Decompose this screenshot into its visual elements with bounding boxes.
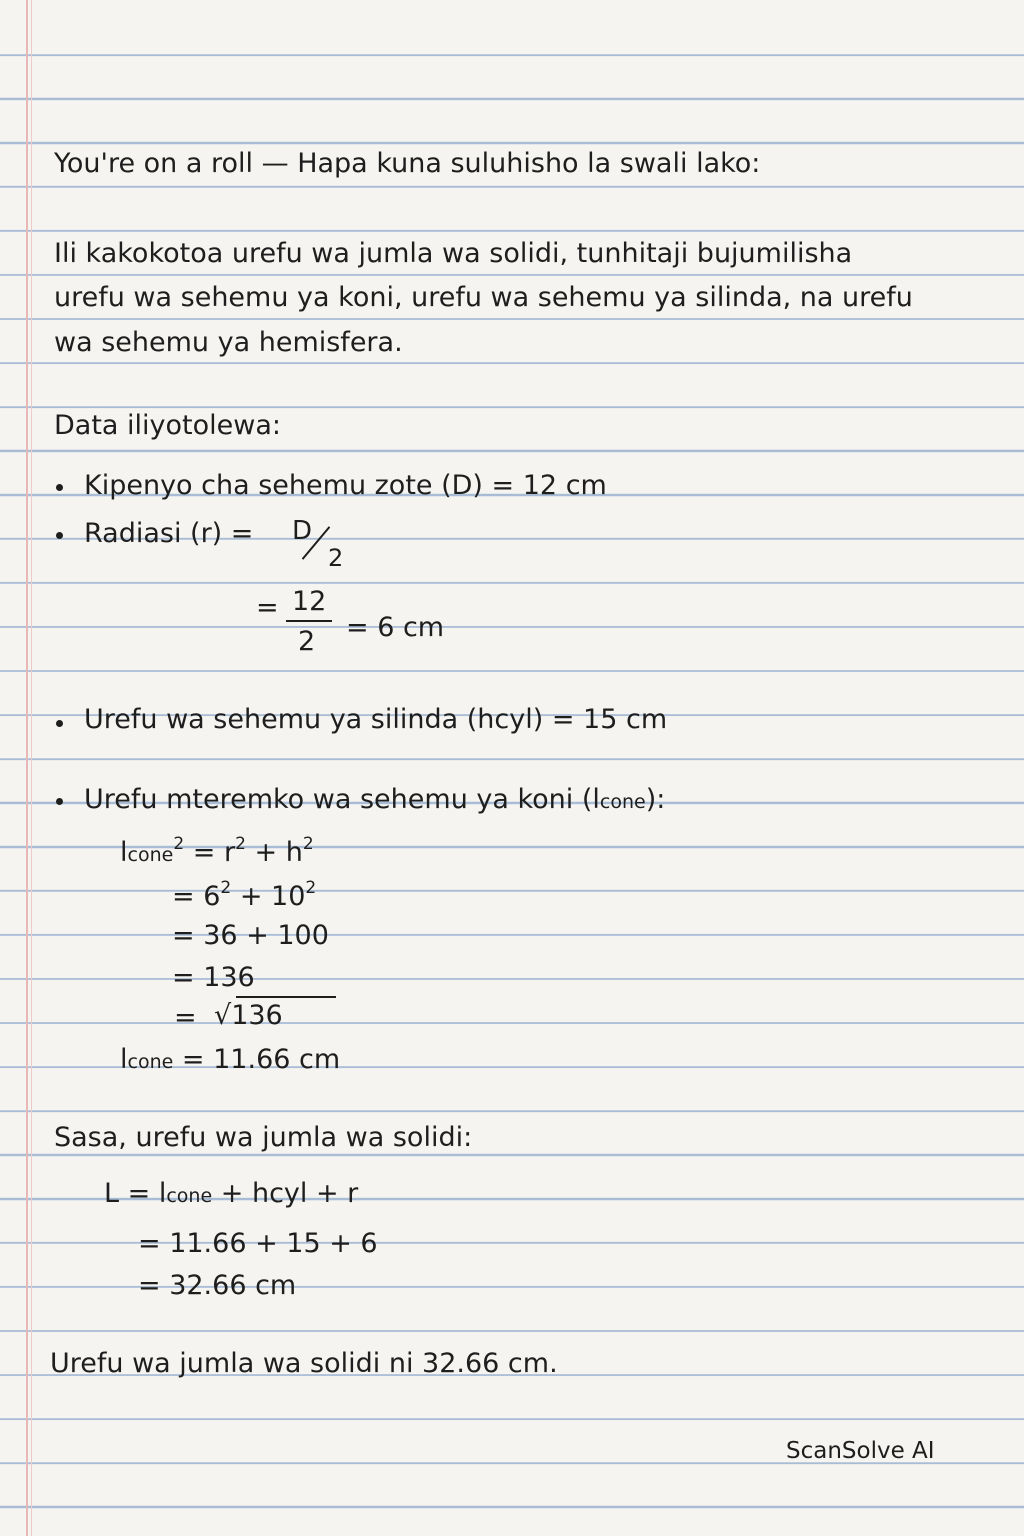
res-val: = 11.66 cm xyxy=(181,1044,341,1075)
radius-step-denominator: 2 xyxy=(298,626,316,657)
eq2-b: + 10 xyxy=(239,881,306,912)
paragraph-line-1: Ili kakokotoa urefu wa jumla wa solidi, tunhitaji bujumilisha xyxy=(54,238,853,269)
radius-step-result: = 6 cm xyxy=(346,612,445,643)
res-l: l xyxy=(120,1044,128,1075)
paragraph-line-3: wa sehemu ya hemisfera. xyxy=(54,327,403,358)
total-line-3: = 32.66 cm xyxy=(138,1270,297,1301)
total-l1-a: L = l xyxy=(104,1178,167,1209)
total-line-2: = 11.66 + 15 + 6 xyxy=(138,1228,378,1259)
margin-line xyxy=(26,0,28,1536)
res-sub: cone xyxy=(127,1051,174,1073)
bullet-cylinder xyxy=(56,720,63,727)
eq1-sup2: 2 xyxy=(235,834,246,854)
sqrt-vinculum xyxy=(236,996,336,998)
slant-line-suffix: ): xyxy=(645,784,666,815)
slant-result xyxy=(120,1046,340,1073)
radius-step-numerator: 12 xyxy=(292,586,327,617)
equation-line-5-eq: = xyxy=(174,1002,197,1033)
total-l1-b: + hcyl + r xyxy=(220,1178,359,1209)
eq1-sup: 2 xyxy=(173,834,185,854)
eq2-a: = 6 xyxy=(172,881,221,912)
equation-line-5-root: √136 xyxy=(214,1000,283,1031)
paragraph-line-2: urefu wa sehemu ya koni, urefu wa sehemu ya silinda, na urefu xyxy=(54,282,913,313)
bullet-slant xyxy=(56,798,63,805)
radius-step-eq: = xyxy=(256,592,279,623)
fraction-bar xyxy=(286,620,332,622)
equation-line-1 xyxy=(120,836,314,866)
cylinder-line: Urefu wa sehemu ya silinda (hcyl) = 15 cm xyxy=(84,704,668,735)
data-heading: Data iliyotolewa: xyxy=(54,410,281,441)
margin-line-inner xyxy=(31,0,32,1536)
equation-line-4: = 136 xyxy=(172,962,255,993)
slant-line xyxy=(84,786,665,813)
radius-label: Radiasi (r) = xyxy=(84,518,254,549)
bullet-radius xyxy=(56,532,63,539)
radius-denominator: 2 xyxy=(328,544,344,572)
total-l1-sub: cone xyxy=(166,1185,213,1207)
equation-line-3: = 36 + 100 xyxy=(172,920,329,951)
conclusion: Urefu wa jumla wa solidi ni 32.66 cm. xyxy=(50,1348,558,1379)
intro-line: You're on a roll — Hapa kuna suluhisho la swali lako: xyxy=(54,148,761,179)
bullet-diameter xyxy=(56,484,63,491)
eq1-plus: + h xyxy=(254,837,303,868)
brand-watermark: ScanSolve AI xyxy=(786,1438,935,1464)
diameter-line: Kipenyo cha sehemu zote (D) = 12 cm xyxy=(84,470,607,501)
radius-numerator: D xyxy=(292,516,313,546)
slant-line-sub: cone xyxy=(599,791,646,813)
eq1-sup3: 2 xyxy=(302,834,314,854)
eq2-sup1: 2 xyxy=(220,878,232,898)
total-heading: Sasa, urefu wa jumla wa solidi: xyxy=(54,1122,473,1153)
total-line-1 xyxy=(104,1180,358,1207)
eq2-sup2: 2 xyxy=(305,878,317,898)
eq1-sub: cone xyxy=(127,844,174,866)
equation-line-2 xyxy=(172,880,316,910)
slant-line-prefix: Urefu mteremko wa sehemu ya koni (l xyxy=(84,784,600,815)
eq1-l: l xyxy=(120,837,128,868)
eq1-mid: = r xyxy=(192,837,236,868)
